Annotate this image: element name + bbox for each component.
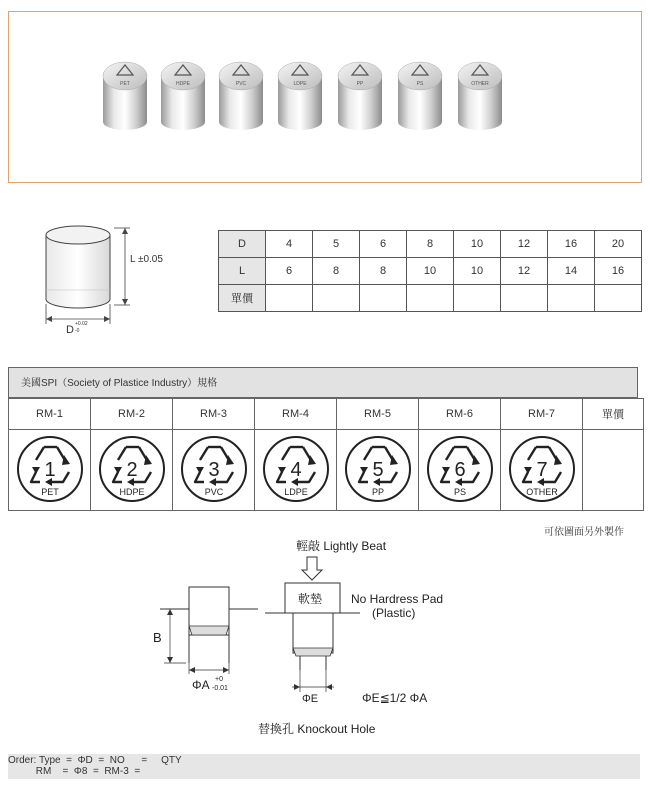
phi-a-tol-upper: +0 — [215, 676, 223, 683]
spi-symbol-cell — [337, 430, 419, 511]
l-cell: 12 — [501, 258, 548, 285]
d-cell: 16 — [548, 231, 595, 258]
pin-engraving: PS — [416, 81, 424, 87]
recycle-icon — [96, 433, 168, 505]
spi-code-cell: RM-6 — [419, 399, 501, 430]
pin-engraving: PVC — [235, 81, 247, 87]
length-label: L ±0.05 — [130, 254, 163, 265]
pad-note-line1: No Hardress Pad — [351, 592, 444, 606]
recycle-material: PP — [371, 486, 384, 497]
size-row-price — [219, 285, 642, 312]
recycle-material: PET — [40, 486, 59, 497]
order-line-2: RM = Φ8 = RM-3 = — [8, 766, 141, 777]
pin-engraving: LDPE — [293, 81, 307, 87]
spi-table — [8, 398, 644, 511]
length-dimension — [114, 228, 163, 305]
d-cell: 20 — [595, 231, 642, 258]
recycle-icon — [178, 433, 250, 505]
l-cell: 8 — [313, 258, 360, 285]
order-line-1: Order: Type = ΦD = NO = QTY — [8, 755, 182, 766]
recycle-number: 1 — [43, 458, 56, 481]
pin-in-hole-left — [160, 587, 258, 663]
recycle-material: HDPE — [118, 486, 145, 497]
spi-symbol-cell — [9, 430, 91, 511]
diameter-dimension — [46, 304, 110, 336]
pin-engraving: PP — [356, 81, 364, 87]
spi-table-title: 美國SPI（Society of Plastice Industry）規格 — [8, 367, 638, 398]
pin-engraving: HDPE — [176, 81, 190, 87]
ejector-pin-photo — [455, 58, 505, 134]
spi-symbol-cell — [255, 430, 337, 511]
spi-symbol-cell — [173, 430, 255, 511]
price-cell — [548, 285, 595, 312]
phi-a-tol-lower: -0.01 — [212, 685, 228, 692]
spi-code-cell: RM-1 — [9, 399, 91, 430]
spi-price-header: 單價 — [583, 399, 644, 430]
recycle-material: OTHER — [525, 486, 558, 497]
price-cell — [360, 285, 407, 312]
size-row-d — [219, 231, 642, 258]
l-cell: 6 — [266, 258, 313, 285]
d-cell: 12 — [501, 231, 548, 258]
recycle-number: 6 — [453, 458, 466, 481]
diameter-tolerance-upper: +0.02 — [75, 321, 88, 327]
price-cell — [454, 285, 501, 312]
row-label-l: L — [219, 258, 266, 285]
phi-a-dimension — [189, 663, 229, 692]
spi-symbol-cell — [419, 430, 501, 511]
knockout-hole-diagram — [0, 530, 650, 750]
cylinder-dimension-drawing — [30, 212, 190, 337]
price-cell — [313, 285, 360, 312]
recycle-material: PS — [453, 486, 466, 497]
d-cell: 10 — [454, 231, 501, 258]
recycle-icon — [506, 433, 578, 505]
custom-made-note: 可依圖面另外製作 — [544, 527, 624, 538]
spi-code-row — [9, 399, 644, 430]
size-row-l — [219, 258, 642, 285]
row-label-d: D — [219, 231, 266, 258]
pad-label: 軟墊 — [298, 592, 323, 606]
diameter-tolerance-lower: -0 — [75, 328, 80, 334]
price-cell — [266, 285, 313, 312]
order-example — [8, 754, 640, 779]
ejector-pin-photo — [216, 58, 266, 134]
d-cell: 6 — [360, 231, 407, 258]
pin-with-pad-right — [265, 583, 360, 670]
b-label: B — [153, 630, 162, 645]
pin-engraving: PET — [120, 81, 130, 87]
recycle-number: 3 — [207, 458, 220, 481]
ejector-pin-photo — [275, 58, 325, 134]
d-cell: 8 — [407, 231, 454, 258]
price-cell — [595, 285, 642, 312]
spi-symbol-row — [9, 430, 644, 511]
recycle-number: 7 — [535, 458, 548, 481]
l-cell: 16 — [595, 258, 642, 285]
row-label-price: 單價 — [219, 285, 266, 312]
pad-note-line2: (Plastic) — [372, 606, 416, 620]
recycle-icon — [424, 433, 496, 505]
product-photo-panel — [8, 11, 642, 183]
recycle-number: 5 — [371, 458, 384, 481]
recycle-icon — [14, 433, 86, 505]
d-cell: 4 — [266, 231, 313, 258]
spi-code-cell: RM-4 — [255, 399, 337, 430]
ejector-pin-photo — [395, 58, 445, 134]
d-cell: 5 — [313, 231, 360, 258]
knockout-caption: 替換孔 Knockout Hole — [258, 722, 376, 736]
recycle-material: PVC — [204, 486, 223, 497]
spi-code-cell: RM-3 — [173, 399, 255, 430]
spi-symbol-cell — [501, 430, 583, 511]
l-cell: 14 — [548, 258, 595, 285]
phi-e-label: ΦE — [302, 693, 319, 705]
recycle-icon — [260, 433, 332, 505]
l-cell: 10 — [407, 258, 454, 285]
phi-e-dimension — [292, 670, 334, 705]
l-cell: 10 — [454, 258, 501, 285]
phi-e-relation: ΦE≦1/2 ΦA — [362, 691, 428, 705]
spi-code-cell: RM-7 — [501, 399, 583, 430]
recycle-material: LDPE — [283, 486, 308, 497]
recycle-number: 2 — [125, 458, 138, 481]
diameter-label: D — [66, 324, 74, 336]
b-dimension — [153, 609, 186, 663]
spi-code-cell: RM-5 — [337, 399, 419, 430]
ejector-pin-photo — [335, 58, 385, 134]
pin-engraving: OTHER — [471, 81, 489, 87]
spi-symbol-cell — [91, 430, 173, 511]
spi-price-cell — [583, 430, 644, 511]
l-cell: 8 — [360, 258, 407, 285]
price-cell — [407, 285, 454, 312]
lightly-beat-label: 輕敲 Lightly Beat — [296, 539, 387, 553]
ejector-pin-photo — [158, 58, 208, 134]
phi-a-label: ΦA — [192, 678, 210, 692]
down-arrow-icon — [302, 557, 322, 580]
size-table — [218, 230, 642, 312]
recycle-icon — [342, 433, 414, 505]
ejector-pin-photo — [100, 58, 150, 134]
recycle-number: 4 — [289, 458, 302, 481]
cylinder-shape — [46, 226, 110, 308]
spi-code-cell: RM-2 — [91, 399, 173, 430]
price-cell — [501, 285, 548, 312]
